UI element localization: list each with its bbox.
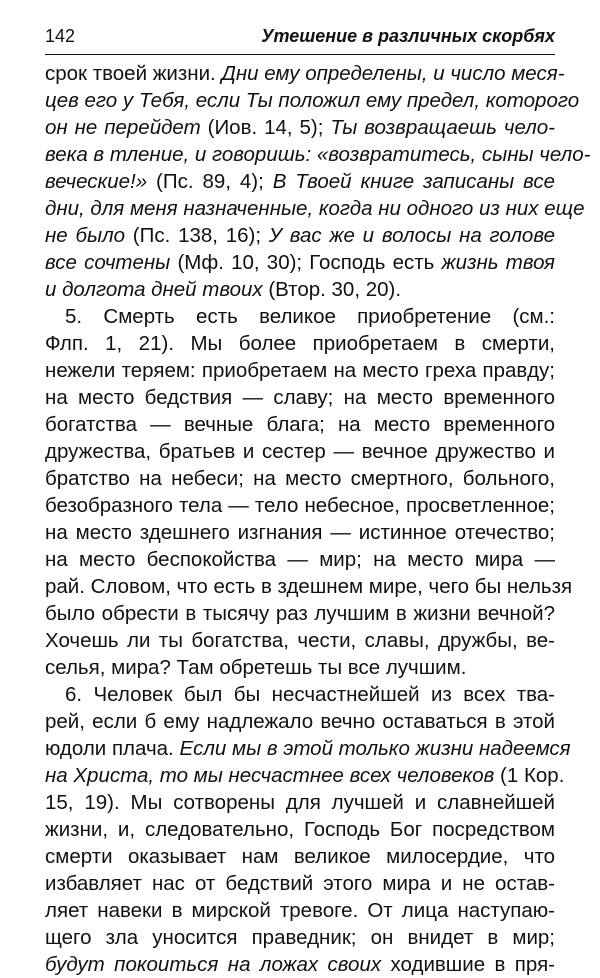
- italic-text: века в тление, и говоришь: «возвратитесь, сыны чело-: [45, 143, 591, 166]
- text-line: [45, 708, 555, 735]
- text-line: [45, 276, 555, 303]
- text-segment: рай. Словом, что есть в здешнем мире, чего бы нельзя: [45, 575, 573, 598]
- italic-text: и долгота дней твоих: [45, 278, 263, 301]
- text-segment: 6. Человек был бы несчастнейшей из всех тва-: [65, 683, 555, 706]
- text-line: [45, 168, 555, 195]
- text-segment: Хочешь ли ты богатства, чести, славы, дружбы, ве-: [45, 629, 555, 652]
- text-segment: смерти оказывает нам великое милосердие, что: [45, 845, 555, 868]
- italic-text: веческие!»: [45, 170, 148, 193]
- page-text: [45, 60, 591, 978]
- text-line: [45, 762, 565, 789]
- text-line: [45, 951, 555, 978]
- text-segment: юдоли плача.: [45, 737, 180, 760]
- text-line: [45, 357, 555, 384]
- text-segment: щего зла уносится праведник; он внидет в мир;: [45, 926, 555, 949]
- text-segment: 5. Смерть есть великое приобретение (см.:: [65, 305, 555, 328]
- text-line: [45, 249, 555, 276]
- text-line: [45, 222, 555, 249]
- text-segment: рей, если б ему надлежало вечно оставаться в этой: [45, 710, 555, 733]
- italic-text: Ты возвращаешь чело-: [330, 116, 555, 139]
- text-segment: (Мф. 10, 30); Господь есть: [170, 251, 442, 274]
- header-rule: [45, 54, 555, 55]
- text-line: [45, 924, 555, 951]
- italic-text: будут покоиться на ложах своих: [45, 953, 382, 976]
- text-segment: (Втор. 30, 20).: [262, 278, 402, 301]
- italic-text: У вас же и волосы на голове: [268, 224, 555, 247]
- text-segment: жизни, и, следовательно, Господь Бог посредством: [45, 818, 555, 841]
- italic-text: В Твоей книге записаны все: [272, 170, 555, 193]
- page-number: 142: [45, 26, 76, 46]
- italic-text: Дни ему определены, и число меся-: [221, 62, 565, 85]
- text-line: [45, 384, 555, 411]
- text-line: [45, 519, 555, 546]
- text-segment: безобразного тела — тело небесное, просветленное;: [45, 494, 555, 517]
- italic-text: дни, для меня назначенные, когда ни одного из них еще: [45, 197, 585, 220]
- text-segment: избавляет нас от бедствий этого мира и не остав-: [45, 872, 555, 895]
- text-line: [45, 465, 555, 492]
- running-title: Утешение в различных скорбях: [261, 26, 555, 46]
- text-segment: ляет навеки в мирской тревоге. От лица наступаю-: [45, 899, 555, 922]
- text-line: [45, 330, 555, 357]
- text-segment: (Иов. 14, 5);: [200, 116, 331, 139]
- italic-text: все сочтены: [45, 251, 171, 274]
- text-segment: срок твоей жизни.: [45, 62, 222, 85]
- text-line: [45, 870, 555, 897]
- italic-text: цев его у Тебя, если Ты положил ему предел, которого: [45, 89, 580, 112]
- text-line: [45, 735, 571, 762]
- text-line: [45, 816, 555, 843]
- text-line: [45, 843, 555, 870]
- text-segment: было обрести в тысячу раз лучшим в жизни вечной?: [45, 602, 555, 625]
- text-segment: дружества, братьев и сестер — вечное дружество и: [45, 440, 555, 463]
- text-segment: богатства — вечные блага; на место временного: [45, 413, 555, 436]
- text-line: [45, 114, 555, 141]
- text-line: [45, 600, 555, 627]
- italic-text: не было: [45, 224, 126, 247]
- text-segment: на место бедствия — славу; на место временного: [45, 386, 555, 409]
- text-line: [45, 573, 573, 600]
- text-line: [45, 87, 580, 114]
- text-segment: ходившие в пря-: [381, 953, 556, 976]
- text-segment: (Пс. 89, 4);: [147, 170, 273, 193]
- text-segment: на место здешнего изгнания — истинное отечество;: [45, 521, 555, 544]
- text-segment: (1 Кор.: [494, 764, 565, 787]
- text-line: [45, 195, 585, 222]
- text-segment: на место беспокойства — мир; на место мира —: [45, 548, 555, 571]
- text-line: [45, 789, 555, 816]
- text-segment: селья, мира? Там обретешь ты все лучшим.: [45, 656, 467, 679]
- text-segment: братство на небеси; на место смертного, больного,: [45, 467, 555, 490]
- text-line: [45, 60, 565, 87]
- italic-text: жизнь твоя: [441, 251, 555, 274]
- text-segment: нежели теряем: приобретаем на место греха правду;: [45, 359, 555, 382]
- italic-text: Если мы в этой только жизни надеемся: [179, 737, 571, 760]
- text-line: [45, 627, 555, 654]
- text-segment: Флп. 1, 21). Мы более приобретаем в смерти,: [45, 332, 555, 355]
- italic-text: на Христа, то мы несчастнее всех человеков: [45, 764, 495, 787]
- text-line: [45, 897, 555, 924]
- text-line: [45, 546, 555, 573]
- text-line: [45, 654, 555, 681]
- text-segment: 15, 19). Мы сотворены для лучшей и славнейшей: [45, 791, 555, 814]
- text-line: [45, 141, 591, 168]
- text-line: [45, 492, 555, 519]
- text-line: [45, 303, 555, 330]
- text-line: [45, 681, 555, 708]
- running-header: [45, 24, 555, 48]
- text-segment: (Пс. 138, 16);: [125, 224, 269, 247]
- text-line: [45, 411, 555, 438]
- text-line: [45, 438, 555, 465]
- italic-text: он не перейдет: [45, 116, 201, 139]
